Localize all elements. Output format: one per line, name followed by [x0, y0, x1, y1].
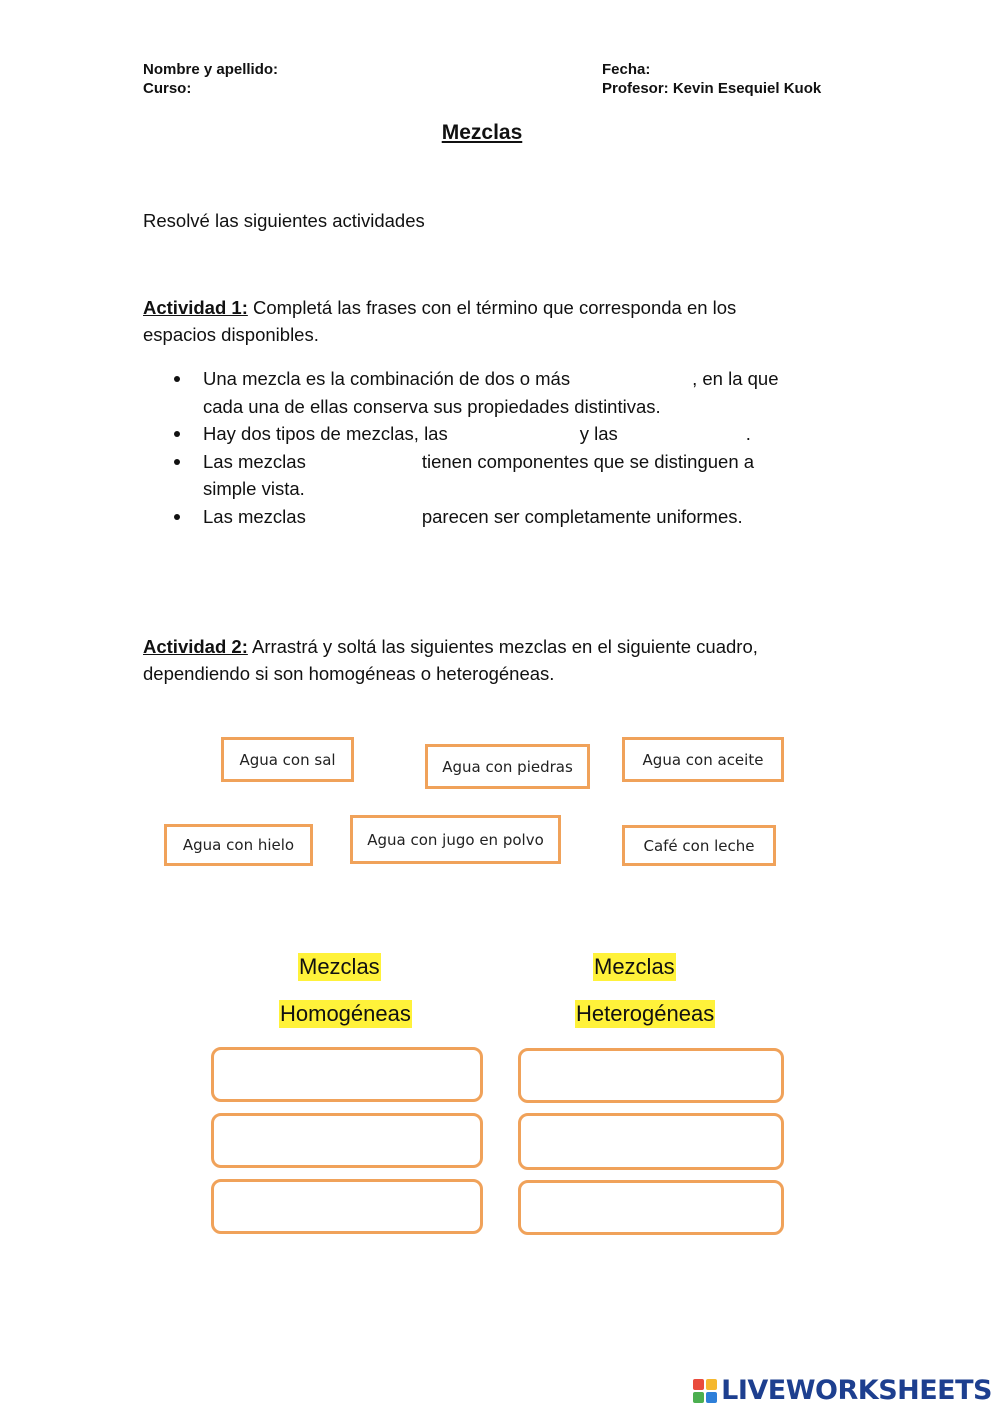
activity2-text-line1: Arrastrá y soltá las siguientes mezclas en el siguiente cuadro, [247, 636, 758, 657]
date-label: Fecha: [602, 61, 651, 78]
instructions-text: Resolvé las siguientes actividades [143, 210, 425, 231]
activity2-label: Actividad 2: [143, 636, 248, 657]
bullet-3-line2: simple vista. [203, 478, 305, 499]
activity2-text-line2: dependiendo si son homogéneas o heterogéneas. [143, 663, 555, 684]
bullet-1 [143, 365, 863, 420]
drop-homogeneous-3[interactable] [211, 1179, 483, 1234]
heterogeneous-title-1: Mezclas [594, 954, 675, 979]
page-title: Mezclas [441, 121, 523, 144]
chip-cafe-con-leche[interactable]: Café con leche [622, 825, 776, 866]
activity1-bullets [143, 365, 863, 530]
drop-homogeneous-2[interactable] [211, 1113, 483, 1168]
activity1-intro [143, 294, 843, 348]
bullet-3-text-a: Las mezclas [203, 450, 306, 472]
drop-heterogeneous-1[interactable] [518, 1048, 784, 1103]
bullet-1-text-b: , en la que [692, 368, 779, 389]
chip-agua-con-hielo[interactable]: Agua con hielo [164, 824, 313, 866]
bullet-2-text-a: Hay dos tipos de mezclas, las [203, 423, 448, 444]
bullet-3-text-b: tienen componentes que se distinguen a [421, 450, 755, 472]
homogeneous-title-2: Homogéneas [280, 1001, 411, 1026]
teacher-label: Profesor: Kevin Esequiel Kuok [602, 80, 822, 97]
activity1-label: Actividad 1: [143, 297, 248, 318]
bullet-4-text-a: Las mezclas [203, 505, 306, 527]
chip-agua-con-sal[interactable]: Agua con sal [221, 737, 354, 782]
chip-agua-con-jugo[interactable]: Agua con jugo en polvo [350, 815, 561, 864]
bullet-4-text-b: parecen ser completamente uniformes. [421, 505, 743, 527]
activity2-intro [143, 633, 863, 687]
activity1-text-line2: espacios disponibles. [143, 324, 319, 345]
activity1-text-line1: Completá las frases con el término que corresponda en los [247, 297, 737, 318]
bullet-2-text-b: y las [579, 423, 618, 444]
liveworksheets-brand: LIVEWORKSHEETS [721, 1375, 992, 1406]
name-label: Nombre y apellido: [143, 61, 279, 78]
chip-agua-con-piedras[interactable]: Agua con piedras [425, 744, 590, 789]
course-label: Curso: [143, 80, 192, 97]
liveworksheets-icon [693, 1379, 717, 1403]
heterogeneous-title-2: Heterogéneas [576, 1001, 715, 1026]
bullet-2-text-c: . [745, 423, 751, 444]
liveworksheets-logo [693, 1375, 992, 1406]
bullet-1-text-a: Una mezcla es la combinación de dos o más [203, 368, 571, 389]
bullet-4 [143, 503, 863, 531]
bullet-1-line2: cada una de ellas conserva sus propiedades distintivas. [203, 395, 661, 417]
homogeneous-title-1: Mezclas [299, 954, 380, 979]
bullet-2 [143, 420, 863, 448]
drop-homogeneous-1[interactable] [211, 1047, 483, 1102]
bullet-3 [143, 448, 863, 503]
drop-heterogeneous-2[interactable] [518, 1113, 784, 1170]
drop-heterogeneous-3[interactable] [518, 1180, 784, 1235]
chip-agua-con-aceite[interactable]: Agua con aceite [622, 737, 784, 782]
